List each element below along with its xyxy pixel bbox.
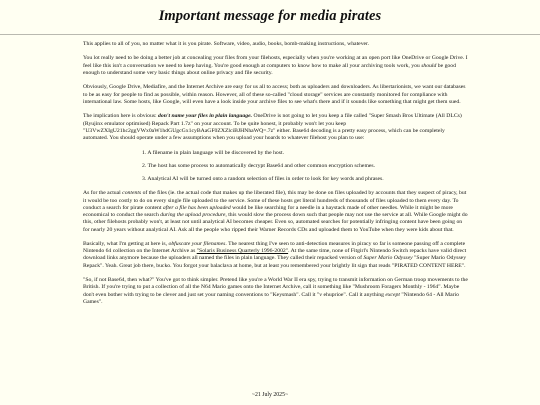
paragraph-contents: As for the actual contents of the files (ie. the actual code that makes up the liberated file), this may be done on files uploaded by accounts that they suspect of piracy, but it would be too costly to do on every single file uploaded to the service. Some of these hosts get literal hundreds of thousands of files uploaded to them every day. To conduct a search for pirate content after a file has been uploaded would be like searching for a needle in a haystack made of other needles. While it might be more economical to conduct the search during the upload procedure, this would slow the process down such that people may not use the service at all. While Google might do this, other filehosts probably won't, at least not until analytical AI becomes cheaper. Even so, automated searches for potentially infringing content have been going on for nearly 20 years without analytical AI. Ask all the people who ripped their Warner Records CDs and uploaded them to YouTube when they were kids about that. (83, 190, 468, 233)
list-item: 3. Analytical AI will be turned onto a random selection of files in order to look for key words and phrases. (142, 176, 384, 182)
paragraph-naming: "So, if not Base64, then what?" You've got to think simpler. Pretend like you're a World War II era spy, trying to transmit information on German troop movements to the British. If you're trying to put a collection of all the N64 Mario games onto the Internet Archive, call it something like "Mushroom Foragers Monthly - 1964". Maybe don't even bother with trying to be clever and just set your naming conventions to "Keysmash". Call it "v ehuprioe". Call it anything except "Nintendo 64 - All Mario Games". (83, 277, 468, 305)
list-item: 2. The host has some process to automatically decrypt Base64 and other common encryption schemes. (142, 162, 376, 169)
title-divider (0, 34, 540, 35)
solaris-link[interactable]: "Solaris Business Quarterly 1996-2002" (196, 248, 289, 255)
paragraph-concealment: You lot really need to be doing a better job at concealing your files from your filehosts, especially when you're working at an open port like OneDrive or Google Drive. I feel like this isn't a conversation we need to keep having. You're good enough at computers to know how to make all your archiving tools work, you should be good enough to understand some very basic things about online privacy and file security. (83, 55, 468, 76)
paragraph-implication: The implication here is obvious: don't name your files in plain language. OneDrive is not going to let you keep a file called "Super Smash Bros Ultimate (All DLCs) (Ryujinx emulator optimised) Repack Part 1.7z" on your account. To be quite honest, it probably won't let you keep "U3VwZXIgU21hc2ggVWx0aW1hdGUgcGx1cyBAaGF0ZXZlciBJHNhaWQ=.7z" either. Base64 decoding is a pretty easy process, which can be completely automated. You should operate under a few assumptions when you upload your hoards to whatever filehost you plan to use: (83, 113, 462, 142)
paragraph-obfuscate: Basically, what I'm getting at here is, obfuscate your filenames. The nearest thing I've seen to anti-detection measures in piracy so far is someone passing off a complete Nintendo 64 collection on the Internet Archive as "Solaris Business Quarterly 1996-2002". At the same time, none of Fitgirl's Nintendo Switch repacks have valid direct download links anymore because the uploaders all named the files in plain language. They called their repacked version of Super Mario Odyssey "Super Mario Odyssey Repack". Yeah. Great job there, bucko. You forgot your balaclava at home, but at least you remembered your brightly lit sign that reads "PIRATED CONTENT HERE". (83, 240, 467, 269)
paragraph-intro: This applies to all of you, no matter what it is you pirate. Software, video, audio, books, bomb-making instructions, whatever. (83, 41, 370, 47)
assumptions-list (83, 150, 468, 184)
article-body (83, 41, 468, 313)
page-title: Important message for media pirates (158, 8, 382, 24)
list-item: 1. A filename in plain language will be discovered by the host. (142, 149, 284, 156)
emphasis-should: should (421, 62, 437, 69)
paragraph-cloud-storage: Obviously, Google Drive, Mediafire, and the Internet Archive are easy for us all to access; both as uploaders and downloaders. As libertarionists, we want our databases to be as easy for people to find as possible, within reason. However, all of these so-called "cloud storage" services are constantly monitored for compliance with international law. Some hosts, like Google, will even have a look inside your archive files to see what's there and if it sounds like something that might get them sued. (83, 84, 466, 105)
emphasis-dont-name-files: don't name your files in plain language. (158, 113, 253, 120)
date-footer: ~21 July 2025~ (251, 392, 289, 398)
